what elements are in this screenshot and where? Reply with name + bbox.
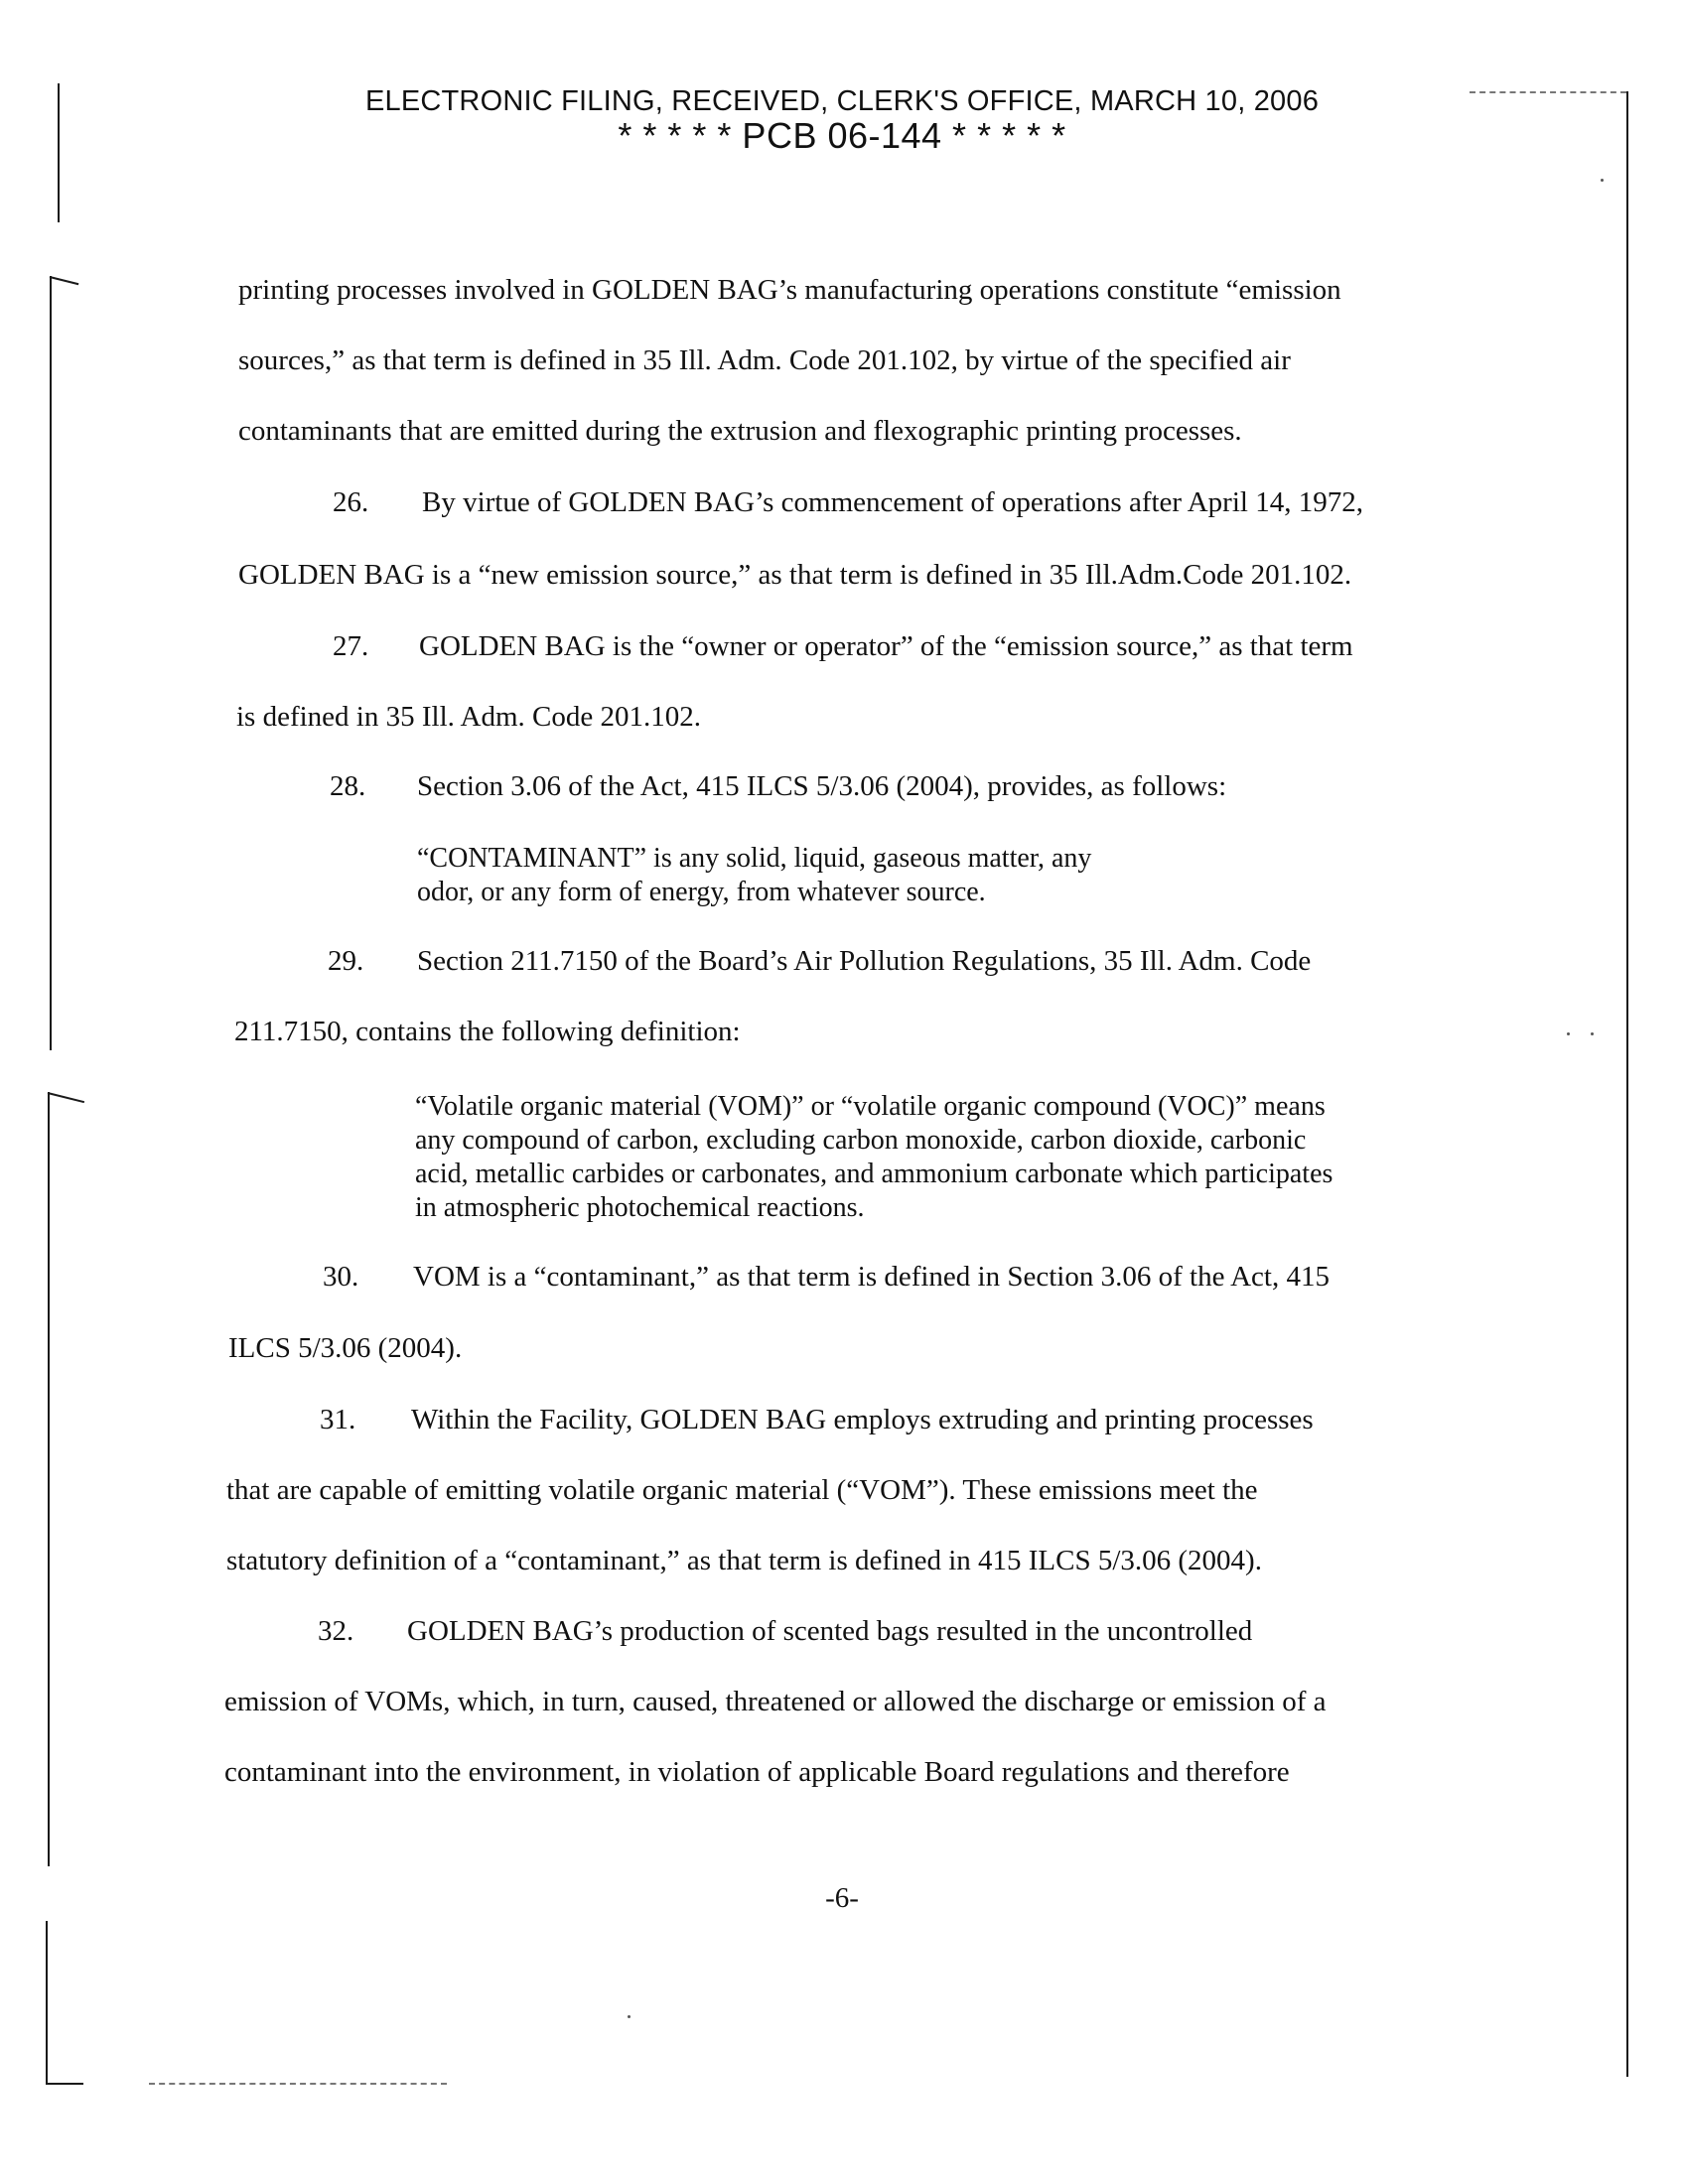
scan-left-border-bottom [46, 1921, 48, 2085]
page-number: -6- [825, 1882, 859, 1914]
paragraph-32-line-1: GOLDEN BAG’s production of scented bags resulted in the uncontrolled [407, 1615, 1253, 1647]
paragraph-29-line-1: Section 211.7150 of the Board’s Air Pollution Regulations, 35 Ill. Adm. Code [417, 945, 1312, 977]
intro-line-1: printing processes involved in GOLDEN BAG’s manufacturing operations constitute “emission [238, 274, 1341, 306]
scan-bottom-corner [46, 2083, 83, 2085]
paragraph-30-number: 30. [323, 1261, 359, 1293]
paragraph-32-number: 32. [318, 1615, 354, 1647]
paragraph-31-number: 31. [320, 1404, 356, 1435]
scan-left-tick-top [50, 276, 79, 285]
paragraph-31-line-3: statutory definition of a “contaminant,” as that term is defined in 415 ILCS 5/3.06 (2004). [226, 1545, 1262, 1576]
filing-stamp-case-number: * * * * * PCB 06-144 * * * * * [618, 115, 1066, 156]
paragraph-29-quote-line-4: in atmospheric photochemical reactions. [415, 1192, 865, 1223]
scan-left-border-lower [48, 1092, 50, 1866]
filing-stamp-line1: ELECTRONIC FILING, RECEIVED, CLERK'S OFFICE, MARCH 10, 2006 [364, 85, 1320, 117]
scan-left-tick-mid [48, 1092, 84, 1103]
paragraph-29-line-2: 211.7150, contains the following definition: [234, 1016, 741, 1047]
paragraph-28-number: 28. [330, 770, 366, 802]
scan-speck [1601, 179, 1604, 182]
paragraph-27-number: 27. [333, 630, 369, 662]
paragraph-29-quote-line-2: any compound of carbon, excluding carbon monoxide, carbon dioxide, carbonic [415, 1125, 1307, 1156]
scan-right-border [1626, 91, 1628, 2077]
paragraph-30-line-2: ILCS 5/3.06 (2004). [228, 1332, 463, 1364]
paragraph-26-line-1: By virtue of GOLDEN BAG’s commencement of operations after April 14, 1972, [422, 486, 1363, 518]
paragraph-29-number: 29. [328, 945, 364, 977]
intro-line-2: sources,” as that term is defined in 35 Ill. Adm. Code 201.102, by virtue of the specified air [238, 344, 1291, 376]
paragraph-31-line-2: that are capable of emitting volatile organic material (“VOM”). These emissions meet the [226, 1474, 1258, 1506]
paragraph-32-line-2: emission of VOMs, which, in turn, caused, threatened or allowed the discharge or emission of a [224, 1686, 1327, 1717]
intro-line-3: contaminants that are emitted during the extrusion and flexographic printing processes. [238, 415, 1242, 447]
scan-speck [628, 2015, 631, 2018]
paragraph-29-quote-line-3: acid, metallic carbides or carbonates, and ammonium carbonate which participates [415, 1159, 1333, 1189]
paragraph-27-line-2: is defined in 35 Ill. Adm. Code 201.102. [236, 701, 701, 733]
paragraph-28-quote-line-2: odor, or any form of energy, from whatever source. [417, 877, 986, 907]
scan-left-border-mid [50, 276, 52, 1050]
paragraph-26-number: 26. [333, 486, 369, 518]
paragraph-30-line-1: VOM is a “contaminant,” as that term is defined in Section 3.06 of the Act, 415 [413, 1261, 1330, 1293]
scan-speck [1567, 1032, 1570, 1035]
paragraph-28-quote-line-1: “CONTAMINANT” is any solid, liquid, gaseous matter, any [417, 843, 1092, 874]
scan-bottom-line [149, 2083, 447, 2085]
paragraph-27-line-1: GOLDEN BAG is the “owner or operator” of the “emission source,” as that term [419, 630, 1353, 662]
paragraph-29-quote-line-1: “Volatile organic material (VOM)” or “volatile organic compound (VOC)” means [415, 1091, 1326, 1122]
paragraph-32-line-3: contaminant into the environment, in violation of applicable Board regulations and therefore [224, 1756, 1290, 1788]
paragraph-31-line-1: Within the Facility, GOLDEN BAG employs extruding and printing processes [411, 1404, 1314, 1435]
scan-speck [1591, 1032, 1594, 1035]
paragraph-26-line-2: GOLDEN BAG is a “new emission source,” as that term is defined in 35 Ill.Adm.Code 201.102. [238, 559, 1352, 591]
paragraph-28-line-1: Section 3.06 of the Act, 415 ILCS 5/3.06 (2004), provides, as follows: [417, 770, 1227, 802]
